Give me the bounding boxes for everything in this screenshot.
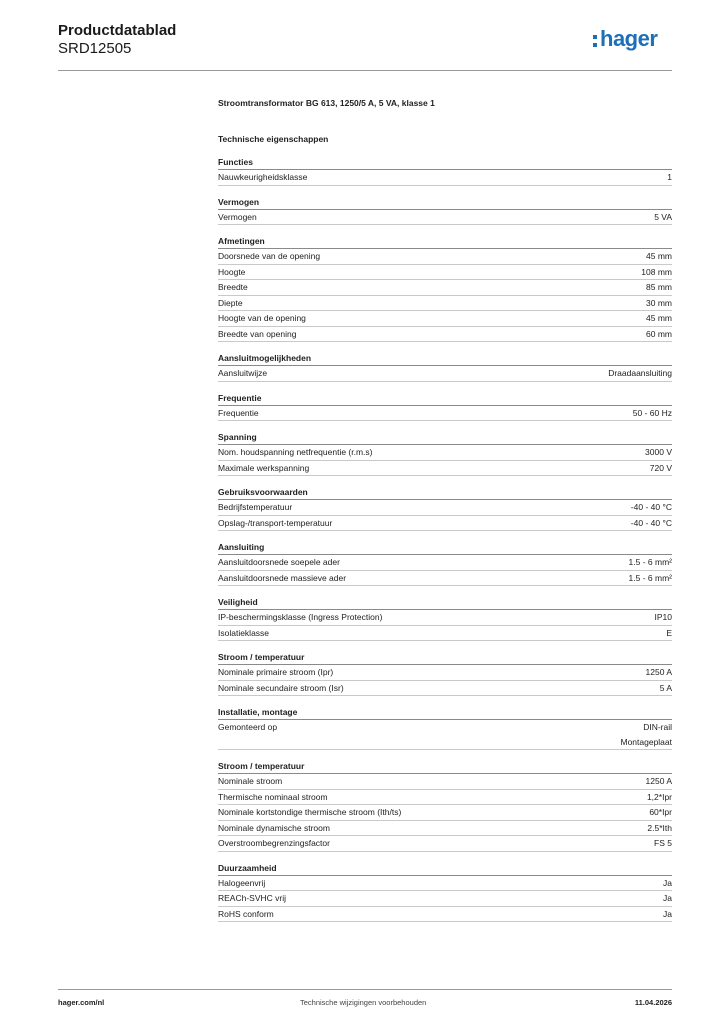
footer-disclaimer: Technische wijzigingen voorbehouden bbox=[300, 998, 427, 1007]
spec-section bbox=[218, 486, 672, 531]
spec-row bbox=[218, 280, 672, 296]
section-title: Spanning bbox=[218, 431, 672, 445]
section-title: Installatie, montage bbox=[218, 706, 672, 720]
section-title: Duurzaamheid bbox=[218, 862, 672, 876]
spec-label: RoHS conform bbox=[218, 908, 274, 919]
section-title: Vermogen bbox=[218, 196, 672, 210]
spec-label: Aansluitdoorsnede soepele ader bbox=[218, 557, 340, 567]
spec-section bbox=[218, 596, 672, 641]
spec-label: Bedrijfstemperatuur bbox=[218, 502, 293, 512]
footer-date: 11.04.2026 bbox=[634, 998, 672, 1007]
spec-value: 1250 A bbox=[645, 667, 672, 677]
section-title: Aansluitmogelijkheden bbox=[218, 352, 672, 366]
section-title: Gebruiksvoorwaarden bbox=[218, 486, 672, 500]
spec-label: Nominale kortstondige thermische stroom (Ith/ts) bbox=[218, 807, 402, 817]
spec-row bbox=[218, 665, 672, 681]
spec-value: 3000 V bbox=[645, 447, 672, 457]
spec-section bbox=[218, 862, 672, 923]
spec-value: 2.5*Ith bbox=[647, 822, 672, 833]
spec-section bbox=[218, 651, 672, 696]
hager-logo bbox=[593, 26, 657, 52]
spec-row bbox=[218, 891, 672, 907]
spec-row bbox=[218, 406, 672, 422]
spec-value: 1 bbox=[667, 172, 672, 182]
spec-label: Vermogen bbox=[218, 211, 257, 222]
spec-label: Gemonteerd op bbox=[218, 722, 278, 732]
spec-row bbox=[218, 681, 672, 697]
section-title: Frequentie bbox=[218, 392, 672, 406]
spec-row bbox=[218, 327, 672, 343]
section-title: Stroom / temperatuur bbox=[218, 760, 672, 774]
product-code: SRD12505 bbox=[58, 40, 132, 57]
spec-row bbox=[218, 311, 672, 327]
spec-section bbox=[218, 541, 672, 586]
spec-row bbox=[218, 366, 672, 382]
spec-label: Halogeenvrij bbox=[218, 877, 266, 888]
spec-row bbox=[218, 170, 672, 186]
spec-section bbox=[218, 431, 672, 476]
spec-value: 108 mm bbox=[641, 266, 672, 277]
spec-value: 85 mm bbox=[646, 282, 672, 292]
spec-section bbox=[218, 392, 672, 422]
spec-row bbox=[218, 790, 672, 806]
spec-label: Nominale stroom bbox=[218, 776, 283, 786]
spec-value: 45 mm bbox=[646, 251, 672, 261]
spec-label: Aansluitdoorsnede massieve ader bbox=[218, 572, 347, 583]
spec-value: -40 - 40 °C bbox=[630, 517, 672, 528]
spec-value: 60*Ipr bbox=[649, 807, 672, 817]
spec-value: 50 - 60 Hz bbox=[632, 407, 672, 418]
spec-value: 5 A bbox=[659, 682, 672, 693]
section-title: Functies bbox=[218, 156, 672, 170]
spec-row bbox=[218, 774, 672, 790]
page-title: Productdatablad bbox=[58, 22, 177, 39]
spec-row bbox=[218, 500, 672, 516]
technical-properties-heading: Technische eigenschappen bbox=[218, 134, 329, 144]
spec-label: Doorsnede van de opening bbox=[218, 251, 321, 261]
spec-label: Opslag-/transport-temperatuur bbox=[218, 517, 333, 528]
spec-row bbox=[218, 210, 672, 226]
spec-label: Thermische nominaal stroom bbox=[218, 791, 328, 802]
spec-value: 30 mm bbox=[646, 297, 672, 308]
spec-label: Nom. houdspanning netfrequentie (r.m.s) bbox=[218, 447, 373, 457]
spec-section bbox=[218, 760, 672, 852]
footer-website-link[interactable]: hager.com/nl bbox=[58, 998, 105, 1007]
spec-row bbox=[218, 907, 672, 923]
spec-value: -40 - 40 °C bbox=[630, 502, 672, 512]
section-title: Stroom / temperatuur bbox=[218, 651, 672, 665]
section-title: Veiligheid bbox=[218, 596, 672, 610]
spec-value: Ja bbox=[663, 893, 672, 903]
spec-row bbox=[218, 821, 672, 837]
spec-label: Maximale werkspanning bbox=[218, 462, 310, 473]
header-divider bbox=[58, 70, 672, 71]
spec-value: 720 V bbox=[649, 462, 672, 473]
spec-label: Aansluitwijze bbox=[218, 368, 268, 378]
spec-section bbox=[218, 235, 672, 342]
spec-row bbox=[218, 610, 672, 626]
section-title: Afmetingen bbox=[218, 235, 672, 249]
spec-value: Ja bbox=[663, 908, 672, 919]
logo-text: hager bbox=[600, 26, 658, 51]
spec-label: Nominale dynamische stroom bbox=[218, 822, 330, 833]
spec-value: IP10 bbox=[654, 612, 672, 622]
spec-label: REACh-SVHC vrij bbox=[218, 893, 287, 903]
spec-row bbox=[218, 805, 672, 821]
spec-label: Nominale primaire stroom (Ipr) bbox=[218, 667, 334, 677]
spec-section bbox=[218, 196, 672, 226]
logo-dots-icon bbox=[593, 35, 598, 47]
spec-value: E bbox=[666, 627, 672, 638]
spec-value: 5 VA bbox=[654, 211, 672, 222]
spec-row bbox=[218, 265, 672, 281]
spec-value: 60 mm bbox=[646, 328, 672, 339]
spec-row bbox=[218, 296, 672, 312]
spec-row bbox=[218, 249, 672, 265]
spec-row bbox=[218, 461, 672, 477]
spec-label: Hoogte van de opening bbox=[218, 313, 306, 323]
spec-row bbox=[218, 720, 672, 750]
spec-row bbox=[218, 626, 672, 642]
spec-section bbox=[218, 706, 672, 750]
spec-label: Nominale secundaire stroom (Isr) bbox=[218, 682, 344, 693]
spec-label: Hoogte bbox=[218, 266, 246, 277]
spec-value: Ja bbox=[663, 877, 672, 888]
footer-divider bbox=[58, 989, 672, 990]
spec-label: Diepte bbox=[218, 297, 243, 308]
spec-value: 1,2*Ipr bbox=[646, 791, 672, 802]
spec-value: 1250 A bbox=[645, 776, 672, 786]
spec-section bbox=[218, 352, 672, 382]
spec-row bbox=[218, 555, 672, 571]
spec-value: 1.5 - 6 mm² bbox=[628, 557, 672, 567]
spec-value: DIN-rail Montageplaat bbox=[620, 722, 672, 747]
spec-row bbox=[218, 516, 672, 532]
spec-label: IP-beschermingsklasse (Ingress Protection) bbox=[218, 612, 383, 622]
section-title: Aansluiting bbox=[218, 541, 672, 555]
product-title: Stroomtransformator BG 613, 1250/5 A, 5 VA, klasse 1 bbox=[218, 98, 435, 108]
spec-section bbox=[218, 156, 672, 186]
spec-label: Isolatieklasse bbox=[218, 627, 270, 638]
spec-content bbox=[218, 96, 672, 922]
spec-label: Nauwkeurigheidsklasse bbox=[218, 172, 308, 182]
spec-label: Breedte bbox=[218, 282, 248, 292]
spec-row bbox=[218, 876, 672, 892]
spec-value: Draadaansluiting bbox=[608, 368, 672, 378]
spec-value: FS 5 bbox=[654, 838, 672, 848]
spec-row bbox=[218, 445, 672, 461]
spec-label: Overstroombegrenzingsfactor bbox=[218, 838, 330, 848]
spec-value: 45 mm bbox=[646, 313, 672, 323]
spec-label: Breedte van opening bbox=[218, 328, 297, 339]
spec-row bbox=[218, 836, 672, 852]
spec-sections bbox=[218, 156, 672, 922]
spec-label: Frequentie bbox=[218, 407, 259, 418]
spec-value: 1.5 - 6 mm² bbox=[628, 572, 672, 583]
spec-row bbox=[218, 571, 672, 587]
